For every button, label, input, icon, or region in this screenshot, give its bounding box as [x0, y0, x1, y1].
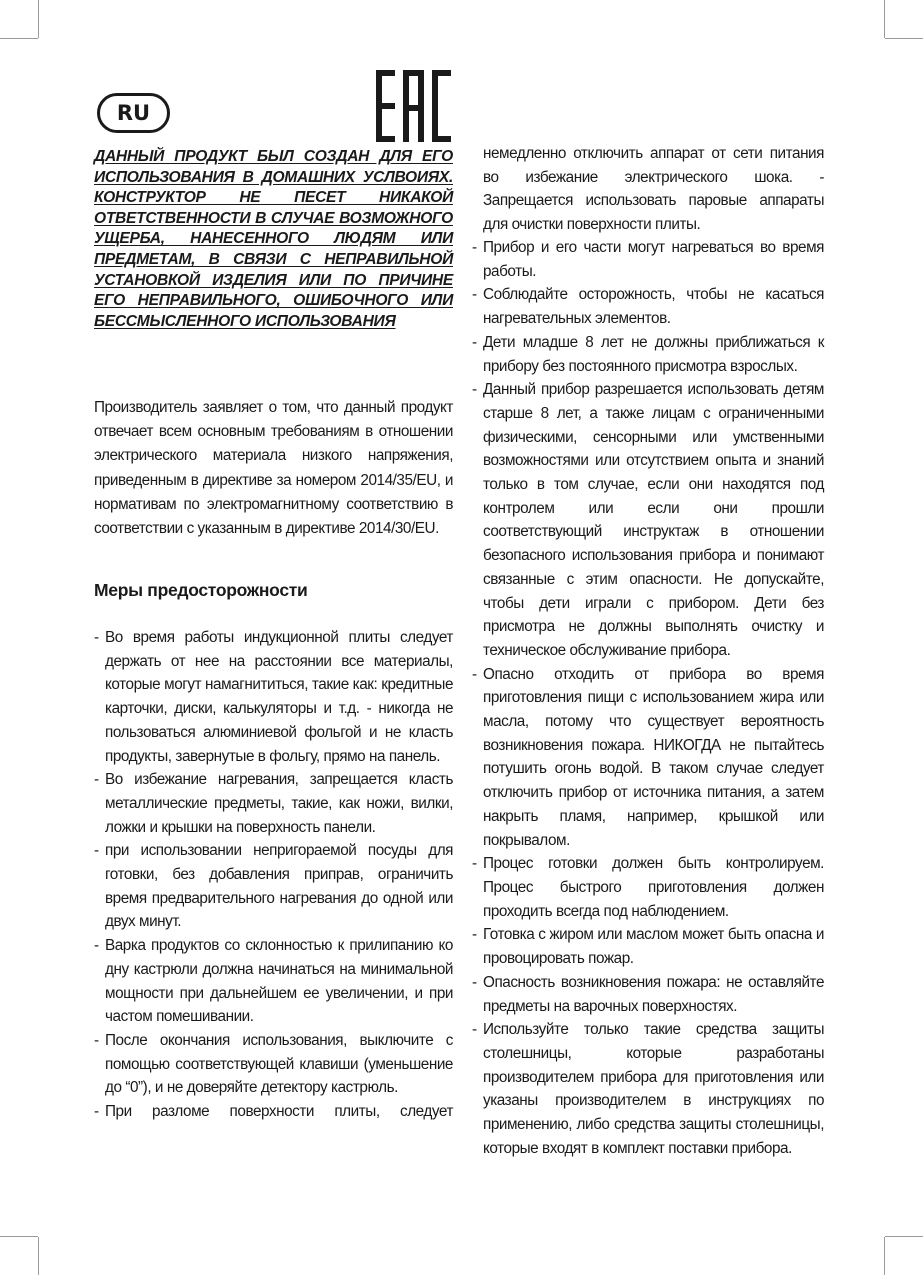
- crop-mark: [38, 0, 39, 38]
- list-item: - Соблюдайте осторожность, чтобы не касаться нагревательных элементов.: [472, 283, 824, 330]
- precautions-heading: Меры предосторожности: [94, 580, 308, 600]
- compliance-declaration: Производитель заявляет о том, что данный продукт отвечает всем основным требованиям в отношении электрического материала низкого напряжения, приведенным в директиве за номером 2014/35/EU, и нормативам по электромагнитному соответствию в соответствии с указанным в директиве 2014/30/EU.: [94, 399, 453, 538]
- list-item: - Данный прибор разрешается использовать детям старше 8 лет, а также лицам с ограниченными физическими, сенсорными или умственными возможностями или отсутствием опыта и знаний только в том случае, если они находятся под контролем или если они прошли соответствующий инструктаж в отношении безопасного использования прибора и понимают связанные с этим опасности. Не допускайте, чтобы дети играли с прибором. Дети без присмотра не должны выполнять очистку и техническое обслуживание прибора.: [472, 378, 824, 662]
- list-item: - Опасно отходить от прибора во время приготовления пищи с использованием жира или масла, потому что существует вероятность возникновения пожара. НИКОГДА не пытайтесь потушить огонь водой. В таком случае следует отключить прибор от источника питания, а затем накрыть пламя, например, крышкой или покрывалом.: [472, 663, 824, 853]
- list-item: - Процес готовки должен быть контролируем. Процес быстрого приготовления должен проходить всегда под наблюдением.: [472, 852, 824, 923]
- crop-mark: [884, 0, 885, 38]
- list-item: - Во избежание нагревания, запрещается класть металлические предметы, такие, как ножи, вилки, ложки и крышки на поверхность панели.: [94, 768, 453, 839]
- continued-paragraph: немедленно отключить аппарат от сети питания во избежание электрического шока. - Запрещается использовать паровые аппараты для очистки поверхности плиты.: [483, 145, 824, 234]
- precautions-list-left: [94, 626, 453, 1124]
- crop-mark: [885, 38, 923, 39]
- eac-logo: [376, 70, 451, 142]
- list-item: - при использовании непригораемой посуды для готовки, без добавления приправ, ограничить время предварительного нагревания до одной или двух минут.: [94, 839, 453, 934]
- list-item: - Используйте только такие средства защиты столешницы, которые разработаны производителем прибора для приготовления или указаны производителем в инструкциях по применению, либо средства защиты столешницы, которые входят в комплект поставки прибора.: [472, 1018, 824, 1160]
- language-badge-label: RU: [116, 101, 151, 125]
- crop-mark: [0, 1236, 38, 1237]
- precautions-list-right: [472, 236, 824, 1160]
- list-item: - Варка продуктов со склонностью к прилипанию ко дну кастрюли должна начинаться на минимальной мощности при дальнейшем ее увеличении, и при частом помешивании.: [94, 934, 453, 1029]
- crop-mark: [38, 1237, 39, 1275]
- list-item: - Во время работы индукционной плиты следует держать от нее на расстоянии все материалы, которые могут намагнититься, такие как: кредитные карточки, диски, калькуляторы и т.д. - никогда не пользоваться алюминиевой фольгой и не класть продукты, завернутые в фольгу, прямо на панель.: [94, 626, 453, 768]
- list-item: - Опасность возникновения пожара: не оставляйте предметы на варочных поверхностях.: [472, 971, 824, 1018]
- list-item: - Дети младше 8 лет не должны приближаться к прибору без постоянного присмотра взрослых.: [472, 331, 824, 378]
- disclaimer-warning: ДАННЫЙ ПРОДУКТ БЫЛ СОЗДАН ДЛЯ ЕГО ИСПОЛЬЗОВАНИЯ В ДОМАШНИХ УСЛВОИЯХ. КОНСТРУКТОР НЕ ПЕСЕТ НИКАКОЙ ОТВЕТСТВЕННОСТИ В СЛУЧАЕ ВОЗМОЖНОГО УЩЕРБА, НАНЕСЕННОГО ЛЮДЯМ ИЛИ ПРЕДМЕТАМ, В СВЯЗИ С НЕПРАВИЛЬНОЙ УСТАНОВКОЙ ИЗДЕЛИЯ ИЛИ ПО ПРИЧИНЕ ЕГО НЕПРАВИЛЬНОГО, ОШИБОЧНОГО ИЛИ БЕССМЫСЛЕННОГО ИСПОЛЬЗОВАНИЯ: [94, 148, 453, 330]
- crop-mark: [885, 1236, 923, 1237]
- list-item: - При разломе поверхности плиты, следует: [94, 1100, 453, 1124]
- list-item: - Прибор и его части могут нагреваться во время работы.: [472, 236, 824, 283]
- language-badge: [97, 93, 170, 133]
- list-item: - После окончания использования, выключите с помощью соответствующей клавиши (уменьшение до “0”), и не доверяйте детектору кастрюль.: [94, 1029, 453, 1100]
- crop-mark: [0, 38, 38, 39]
- crop-mark: [884, 1237, 885, 1275]
- list-item: - Готовка с жиром или маслом может быть опасна и провоцировать пожар.: [472, 923, 824, 970]
